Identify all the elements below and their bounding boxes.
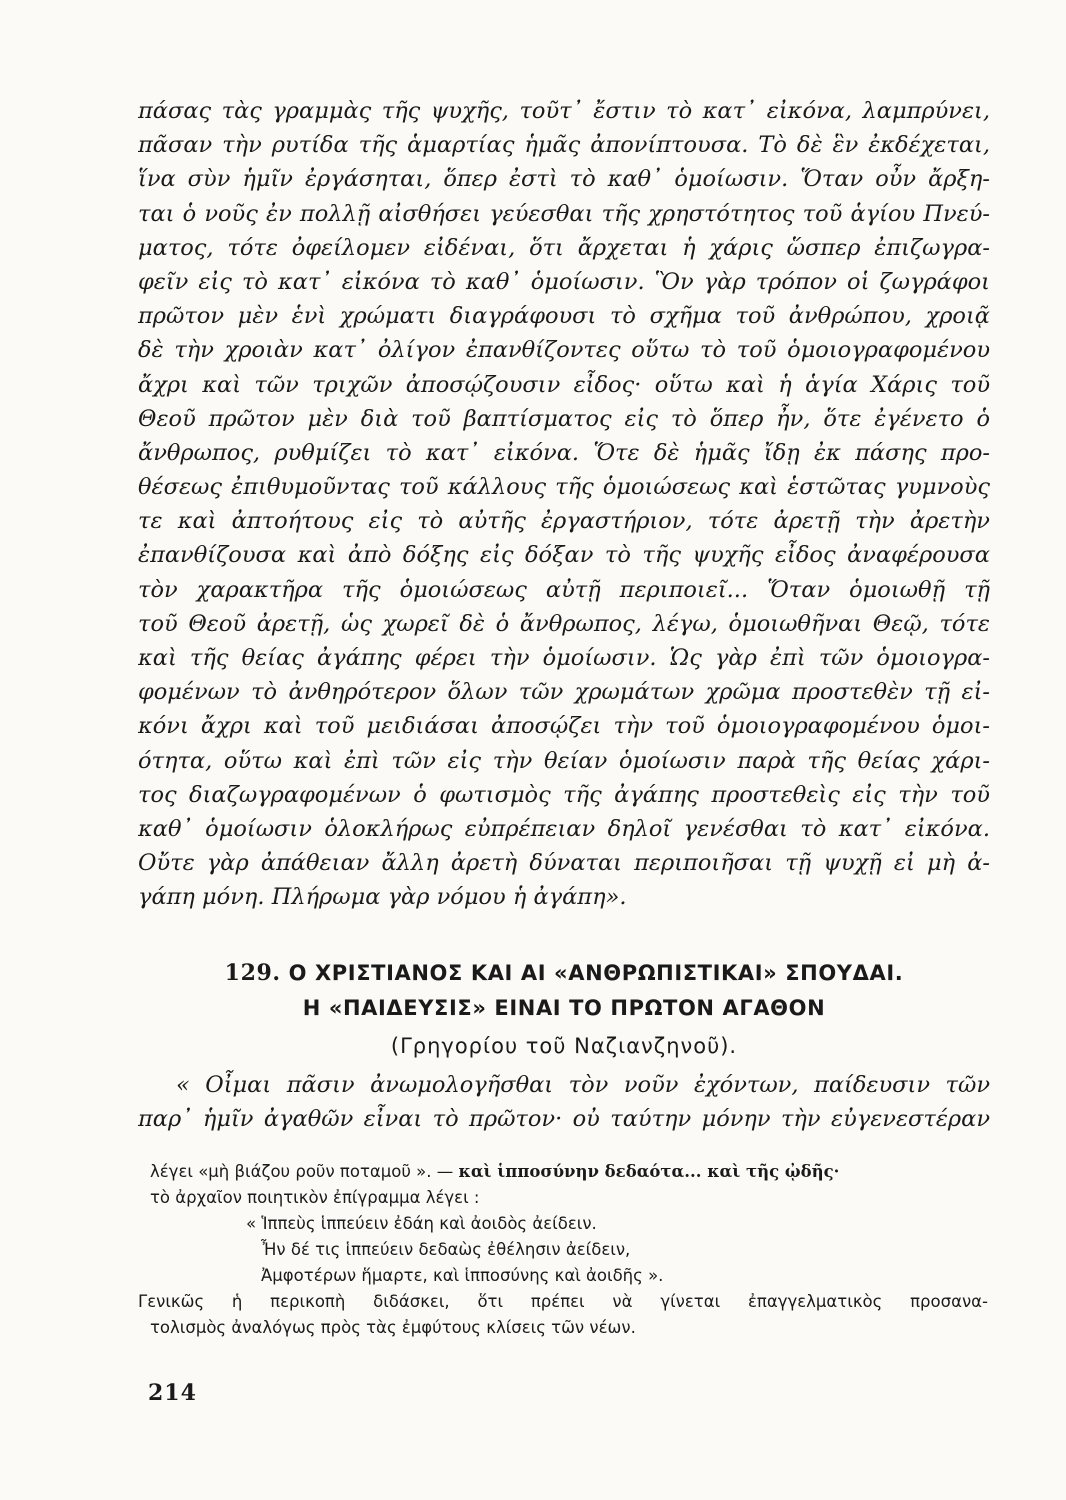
page-number: 214	[148, 1380, 197, 1406]
footnotes-block	[138, 1159, 988, 1341]
text-line: τὸν χαρακτῆρα τῆς ὁμοιώσεως αὐτῇ περιποιεῖ... Ὅταν ὁμοιωθῇ τῇ	[138, 576, 990, 603]
text-line: δὲ τὴν χροιὰν κατ᾽ ὀλίγον ἐπανθίζοντες οὕτω τὸ τοῦ ὁμοιογραφομένου	[138, 337, 990, 364]
text-line: ἄχρι καὶ τῶν τριχῶν ἀποσῴζουσιν εἶδος· οὕτω καὶ ἡ ἁγία Χάρις τοῦ	[138, 371, 990, 398]
text-line: Θεοῦ πρῶτον μὲν διὰ τοῦ βαπτίσματος εἰς τὸ ὅπερ ἦν, ὅτε ἐγένετο ὁ	[138, 405, 990, 432]
footnote-line: τὸ ἀρχαῖον ποιητικὸν ἐπίγραμμα λέγει :	[150, 1188, 480, 1207]
section-subtitle: (Γρηγορίου τοῦ Ναζιανζηνοῦ).	[390, 1034, 738, 1058]
text-line: τε καὶ ἀπτοήτους εἰς τὸ αὐτῆς ἐργαστήριον, τότε ἀρετῇ τὴν ἀρετὴν	[138, 508, 990, 535]
section-number: 129.	[224, 960, 281, 986]
text-line: ται ὁ νοῦς ἐν πολλῇ αἰσθήσει γεύεσθαι τῆς χρηστότητος τοῦ ἁγίου Πνεύ-	[138, 200, 990, 227]
text-line: φομένων τὸ ἀνθηρότερον ὅλων τῶν χρωμάτων χρῶμα προστεθὲν τῇ εἰ-	[138, 679, 990, 706]
section-title-line1: Ο ΧΡΙΣΤΙΑΝΟΣ ΚΑΙ ΑΙ «ΑΝΘΡΩΠΙΣΤΙΚΑΙ» ΣΠΟΥΔΑΙ.	[288, 961, 904, 985]
text-line: ἵνα σὺν ἡμῖν ἐργάσηται, ὅπερ ἐστὶ τὸ καθ᾽ ὁμοίωσιν. Ὅταν οὖν ἄρξη-	[138, 166, 990, 193]
footnote-line: Γενικῶς ἡ περικοπὴ διδάσκει, ὅτι πρέπει νὰ γίνεται ἐπαγγελματικὸς προσανα-	[138, 1292, 988, 1311]
footnote-verse: Ἀμφοτέρων ἥμαρτε, καὶ ἱπποσύνης καὶ ἀοιδῆς ».	[261, 1266, 664, 1285]
text-line: φεῖν εἰς τὸ κατ᾽ εἰκόνα τὸ καθ᾽ ὁμοίωσιν. Ὃν γὰρ τρόπον οἱ ζωγράφοι	[138, 268, 990, 295]
text-line: κόνι ἄχρι καὶ τοῦ μειδιάσαι ἀποσῴζει τὴν τοῦ ὁμοιογραφομένου ὁμοι-	[138, 713, 990, 740]
section-heading	[138, 960, 990, 986]
text-line: πρῶτον μὲν ἑνὶ χρώματι διαγράφουσι τὸ σχῆμα τοῦ ἀνθρώπου, χροιᾷ	[138, 303, 990, 330]
main-text-block	[138, 94, 990, 915]
text-line: θέσεως ἐπιθυμοῦντας τοῦ κάλλους τῆς ὁμοιώσεως καὶ ἑστῶτας γυμνοὺς	[138, 474, 990, 501]
footnote-plain-text: λέγει «μὴ βιάζου ροῦν ποταμοῦ ». —	[150, 1162, 454, 1181]
text-line: ἄνθρωπος, ρυθμίζει τὸ κατ᾽ εἰκόνα. Ὅτε δὲ ἡμᾶς ἴδῃ ἐκ πάσης προ-	[138, 439, 990, 466]
text-line: τοῦ Θεοῦ ἀρετῇ, ὡς χωρεῖ δὲ ὁ ἄνθρωπος, λέγω, ὁμοιωθῆναι Θεῷ, τότε	[138, 610, 990, 637]
text-line: πάσας τὰς γραμμὰς τῆς ψυχῆς, τοῦτ᾽ ἔστιν τὸ κατ᾽ εἰκόνα, λαμπρύνει,	[138, 98, 990, 124]
text-line: παρ᾽ ἡμῖν ἀγαθῶν εἶναι τὸ πρῶτον· οὐ ταύτην μόνην τὴν εὐγενεστέραν	[138, 1106, 990, 1133]
footnote-bold-text: καὶ ἱπποσύνην δεδαότα... καὶ τῆς ᾠδῆς·	[458, 1162, 840, 1181]
text-line: γάπη μόνη. Πλήρωμα γὰρ νόμου ἡ ἀγάπη».	[138, 884, 627, 911]
footnote-verse: Ἦν δέ τις ἱππεύειν δεδαὼς ἐθέλησιν ἀείδειν,	[261, 1240, 631, 1259]
text-line: Οὔτε γὰρ ἀπάθειαν ἄλλη ἀρετὴ δύναται περιποιῆσαι τῇ ψυχῇ εἰ μὴ ἀ-	[138, 850, 990, 877]
footnote-line: τολισμὸς ἀναλόγως πρὸς τὰς ἐμφύτους κλίσεις τῶν νέων.	[150, 1318, 636, 1337]
text-line: ματος, τότε ὀφείλομεν εἰδέναι, ὅτι ἄρχεται ἡ χάρις ὥσπερ ἐπιζωγρα-	[138, 234, 990, 261]
footnote-divider	[138, 1154, 990, 1155]
text-line: τος διαζωγραφομένων ὁ φωτισμὸς τῆς ἀγάπης προστεθεὶς εἰς τὴν τοῦ	[138, 781, 990, 808]
footnote-verse: « Ἱππεὺς ἱππεύειν ἐδάη καὶ ἀοιδὸς ἀείδειν.	[246, 1214, 597, 1233]
quote-text-block	[138, 1068, 990, 1136]
text-line: πᾶσαν τὴν ρυτίδα τῆς ἁμαρτίας ἡμᾶς ἀπονίπτουσα. Τὸ δὲ ἓν ἐκδέχεται,	[138, 132, 990, 159]
text-line: ἐπανθίζουσα καὶ ἀπὸ δόξης εἰς δόξαν τὸ τῆς ψυχῆς εἶδος ἀναφέρουσα	[138, 542, 990, 569]
text-line: ότητα, οὕτω καὶ ἐπὶ τῶν εἰς τὴν θείαν ὁμοίωσιν παρὰ τῆς θείας χάρι-	[138, 747, 990, 774]
text-line: « Οἶμαι πᾶσιν ἀνωμολογῆσθαι τὸν νοῦν ἐχόντων, παίδευσιν τῶν	[176, 1072, 990, 1098]
footnote-line	[150, 1159, 988, 1185]
text-line: καθ᾽ ὁμοίωσιν ὁλοκλήρως εὐπρέπειαν δηλοῖ γενέσθαι τὸ κατ᾽ εἰκόνα.	[138, 815, 990, 842]
text-line: καὶ τῆς θείας ἀγάπης φέρει τὴν ὁμοίωσιν. Ὡς γὰρ ἐπὶ τῶν ὁμοιογρα-	[138, 645, 990, 671]
section-title-line2: Η «ΠΑΙΔΕΥΣΙΣ» ΕΙΝΑΙ ΤΟ ΠΡΩΤΟΝ ΑΓΑΘΟΝ	[302, 996, 826, 1020]
